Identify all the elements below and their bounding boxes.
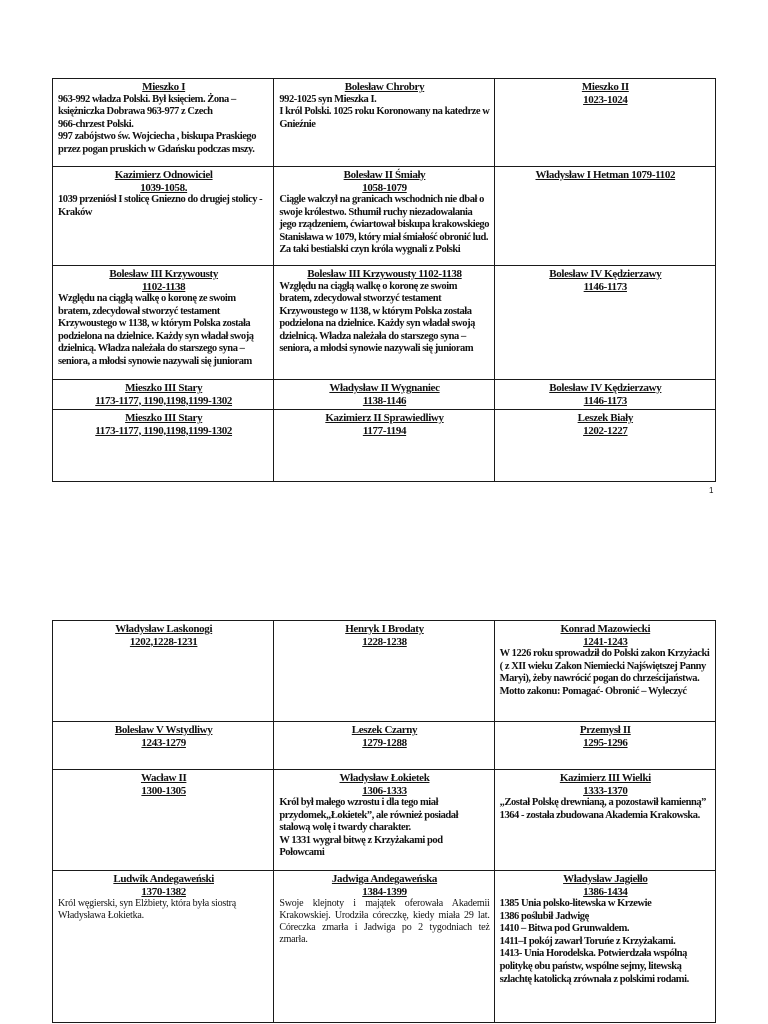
table-cell xyxy=(274,167,494,266)
ruler-dates: 1279-1288 xyxy=(362,736,407,749)
ruler-heading xyxy=(279,81,489,94)
table-row xyxy=(53,79,716,167)
ruler-dates: 1228-1238 xyxy=(362,635,407,648)
note-line: Względu na ciągłą walkę o koronę ze swoim bratem, zdecydował stworzyć testament Krzywoustego w 1138, w którym Polska została podzielona na dzielnice. Każdy syn władał swoją dzielnicą. Władza należała do starszego syna –seniora, a młodsi synowie nazywali się junioram xyxy=(279,280,475,355)
ruler-heading xyxy=(500,81,711,106)
ruler-heading xyxy=(58,382,269,407)
ruler-name: Bolesław IV Kędzierzawy xyxy=(549,268,662,280)
ruler-name: Kazimierz II Sprawiedliwy xyxy=(325,412,444,424)
table-cell xyxy=(494,770,715,871)
ruler-heading xyxy=(500,623,711,648)
table-cell xyxy=(274,871,494,1023)
table-cell xyxy=(494,722,715,770)
ruler-heading xyxy=(279,623,489,648)
ruler-notes xyxy=(500,898,711,986)
ruler-heading xyxy=(500,772,711,797)
ruler-name: Władysław II Wygnaniec xyxy=(329,382,440,394)
table-cell xyxy=(53,79,274,167)
rulers-table-page-1 xyxy=(52,78,716,482)
ruler-heading xyxy=(58,724,269,749)
ruler-dates: 1173-1177, 1190,1198,1199-1302 xyxy=(95,424,233,437)
ruler-heading xyxy=(279,772,489,797)
ruler-heading xyxy=(279,724,489,749)
ruler-dates: 1333-1370 xyxy=(583,784,628,797)
ruler-dates: 1173-1177, 1190,1198,1199-1302 xyxy=(95,394,233,407)
ruler-heading xyxy=(500,169,711,182)
table-row xyxy=(53,770,716,871)
ruler-name: Bolesław III Krzywousty xyxy=(109,268,219,280)
ruler-name: Mieszko I xyxy=(142,81,186,93)
ruler-name: Mieszko II xyxy=(581,81,629,93)
ruler-heading xyxy=(500,268,711,293)
table-cell xyxy=(53,410,274,482)
ruler-name: Bolesław IV Kędzierzawy xyxy=(549,382,662,394)
ruler-notes xyxy=(500,648,711,698)
ruler-heading xyxy=(279,873,489,898)
table-cell xyxy=(53,266,274,380)
ruler-notes xyxy=(58,898,269,922)
ruler-heading xyxy=(279,412,489,437)
ruler-name: Ludwik Andegaweński xyxy=(113,873,214,885)
ruler-dates: 1306-1333 xyxy=(362,784,407,797)
note-line: Swoje klejnoty i majątek oferowała Akademii Krakowskiej. Urodziła córeczkę, kiedy miała 29 lat. Córeczka zmarła i Jadwiga po 2 tygodniach też zmarła. xyxy=(279,898,490,945)
table-row xyxy=(53,266,716,380)
ruler-dates: 1138-1146 xyxy=(362,394,407,407)
table-cell xyxy=(274,770,494,871)
table-cell xyxy=(494,167,715,266)
table-cell xyxy=(494,621,715,722)
ruler-heading xyxy=(279,268,489,281)
ruler-notes xyxy=(500,797,711,822)
ruler-name: Mieszko III Stary xyxy=(125,382,203,394)
ruler-dates: 1384-1399 xyxy=(362,885,407,898)
table-row xyxy=(53,167,716,266)
note-line: Względu na ciągłą walkę o koronę ze swoim bratem, zdecydował stworzyć testament Krzywoustego w 1138, w którym Polska została podzielona na dzielnice. Każdy syn władał swoją dzielnicą. Władza należała do starszego syna –seniora, a młodsi synowie nazywali się junioram xyxy=(58,293,254,367)
table-row xyxy=(53,722,716,770)
ruler-name: Leszek Czarny xyxy=(351,724,418,736)
ruler-heading xyxy=(58,873,269,898)
note-line: 1385 Unia polsko-litewska w Krzewie xyxy=(499,898,652,909)
ruler-notes xyxy=(279,898,489,946)
ruler-heading xyxy=(58,268,269,293)
note-line: 963-992 władza Polski. Był księciem. Żona – księżniczka Dobrawa 963-977 z Czech xyxy=(58,93,236,118)
note-line: 1410 – Bitwa pod Grunwaldem. xyxy=(499,923,630,935)
ruler-notes xyxy=(279,194,489,257)
table-cell xyxy=(274,79,494,167)
table-cell xyxy=(53,621,274,722)
ruler-dates: 1202-1227 xyxy=(583,424,628,437)
note-line: 1364 - została zbudowana Akademia Krakowska. xyxy=(499,809,700,821)
ruler-dates: 1295-1296 xyxy=(583,736,628,749)
ruler-heading xyxy=(279,382,489,407)
ruler-dates: 1202,1228-1231 xyxy=(129,635,198,648)
rulers-table-page-2 xyxy=(52,620,716,1023)
ruler-name: Konrad Mazowiecki xyxy=(560,623,651,635)
note-line: „Został Polskę drewnianą, a pozostawił kamienną” xyxy=(499,797,706,808)
ruler-heading xyxy=(279,169,489,194)
note-line: Motto zakonu: Pomagać- Obronić – Wyleczyć xyxy=(499,685,687,697)
table-row xyxy=(53,871,716,1023)
ruler-dates: 1146-1173 xyxy=(583,280,627,293)
table-cell xyxy=(494,871,715,1023)
ruler-heading xyxy=(58,81,269,94)
ruler-heading xyxy=(500,412,711,437)
table-cell xyxy=(274,621,494,722)
table-cell xyxy=(274,266,494,380)
ruler-name: Władysław I Hetman 1079-1102 xyxy=(535,169,676,181)
ruler-dates: 1102-1138 xyxy=(142,280,186,293)
ruler-name: Kazimierz III Wielki xyxy=(559,772,651,784)
note-line: 992-1025 syn Mieszka I. xyxy=(279,93,377,105)
table-cell xyxy=(274,380,494,410)
ruler-dates: 1023-1024 xyxy=(583,93,628,106)
ruler-dates: 1243-1279 xyxy=(141,736,186,749)
ruler-notes xyxy=(279,281,489,357)
ruler-notes xyxy=(58,293,269,369)
note-line: W 1331 wygrał bitwę z Krzyżakami pod Połowcami xyxy=(279,834,443,859)
note-line: 997 zabójstwo św. Wojciecha , biskupa Praskiego przez pogan pruskich w Gdańsku podczas mszy. xyxy=(58,131,257,155)
table-cell xyxy=(53,167,274,266)
ruler-heading xyxy=(500,382,711,407)
table-row xyxy=(53,410,716,482)
note-line: Król węgierski, syn Elżbiety, która była siostrą Władysława Łokietka. xyxy=(58,898,237,921)
ruler-name: Władysław Łokietek xyxy=(339,772,430,784)
ruler-name: Wacław II xyxy=(140,772,187,784)
ruler-notes xyxy=(58,194,269,219)
ruler-dates: 1300-1305 xyxy=(141,784,186,797)
table-row xyxy=(53,621,716,722)
ruler-notes xyxy=(279,94,489,132)
table-cell xyxy=(53,871,274,1023)
ruler-name: Bolesław III Krzywousty 1102-1138 xyxy=(307,268,462,280)
ruler-notes xyxy=(279,797,489,860)
ruler-name: Władysław Jagiełło xyxy=(563,873,648,885)
table-cell xyxy=(53,380,274,410)
ruler-name: Henryk I Brodaty xyxy=(345,623,424,635)
table-cell xyxy=(494,79,715,167)
note-line: 1386 poślubił Jadwigę xyxy=(499,910,589,922)
table-cell xyxy=(494,410,715,482)
ruler-heading xyxy=(500,724,711,749)
table-cell xyxy=(53,722,274,770)
ruler-dates: 1146-1173 xyxy=(583,394,627,407)
ruler-name: Mieszko III Stary xyxy=(125,412,203,424)
note-line: 966-chrzest Polski. xyxy=(58,118,134,130)
ruler-dates: 1058-1079 xyxy=(362,181,407,194)
note-line: I król Polski. 1025 roku Koronowany na katedrze w Gnieźnie xyxy=(279,106,490,130)
ruler-heading xyxy=(500,873,711,898)
table-cell xyxy=(274,410,494,482)
note-line: Król był małego wzrostu i dla tego miał przydomek„Łokietek”, ale również posiadał stalową wolę i twardy charakter. xyxy=(279,797,459,834)
note-line: W 1226 roku sprowadził do Polski zakon Krzyżacki ( z XII wieku Zakon Niemiecki Najświętszej Panny Maryi), żeby nawrócić pogan do chrześcijaństwa. xyxy=(499,648,710,685)
table-cell xyxy=(53,770,274,871)
table-cell xyxy=(494,266,715,380)
page-number: 1 xyxy=(709,486,714,495)
table-cell xyxy=(274,722,494,770)
ruler-dates: 1177-1194 xyxy=(362,424,407,437)
ruler-heading xyxy=(58,772,269,797)
ruler-name: Przemysł II xyxy=(579,724,631,736)
ruler-dates: 1370-1382 xyxy=(141,885,186,898)
ruler-heading xyxy=(58,623,269,648)
table-cell xyxy=(494,380,715,410)
ruler-name: Bolesław V Wstydliwy xyxy=(114,724,213,736)
note-line: 1039 przeniósł I stolicę Gniezno do drugiej stolicy - Kraków xyxy=(58,194,263,218)
note-line: 1411–I pokój zawarł Toruńe z Krzyżakami. xyxy=(499,935,676,947)
ruler-heading xyxy=(58,412,269,437)
ruler-name: Bolesław Chrobry xyxy=(344,81,425,93)
ruler-name: Bolesław II Śmiały xyxy=(343,169,426,181)
ruler-heading xyxy=(58,169,269,194)
ruler-name: Jadwiga Andegaweńska xyxy=(331,873,438,885)
ruler-dates: 1386-1434 xyxy=(583,885,628,898)
ruler-dates: 1039-1058. xyxy=(140,181,188,194)
note-line: 1413- Unia Horodelska. Potwierdzała wspólną politykę obu państw, wspólne sejmy, litewską szlachtę katolicką zrównała z polskimi rodami. xyxy=(499,948,689,985)
ruler-name: Kazimierz Odnowiciel xyxy=(114,169,213,181)
ruler-name: Władysław Laskonogi xyxy=(115,623,213,635)
table-row xyxy=(53,380,716,410)
ruler-dates: 1241-1243 xyxy=(583,635,628,648)
ruler-name: Leszek Biały xyxy=(577,412,634,424)
ruler-notes xyxy=(58,94,269,157)
note-line: Ciągle walczył na granicach wschodnich nie dbał o swoje królestwo. Sthumił ruchy niezadowalania jego rządzeniem, ćwiartował biskupa krakowskiego Stanisława w 1079, który miał śmiałość obronić lud. Za taki bestialski czyn króla wygnali z Polski xyxy=(279,194,490,256)
